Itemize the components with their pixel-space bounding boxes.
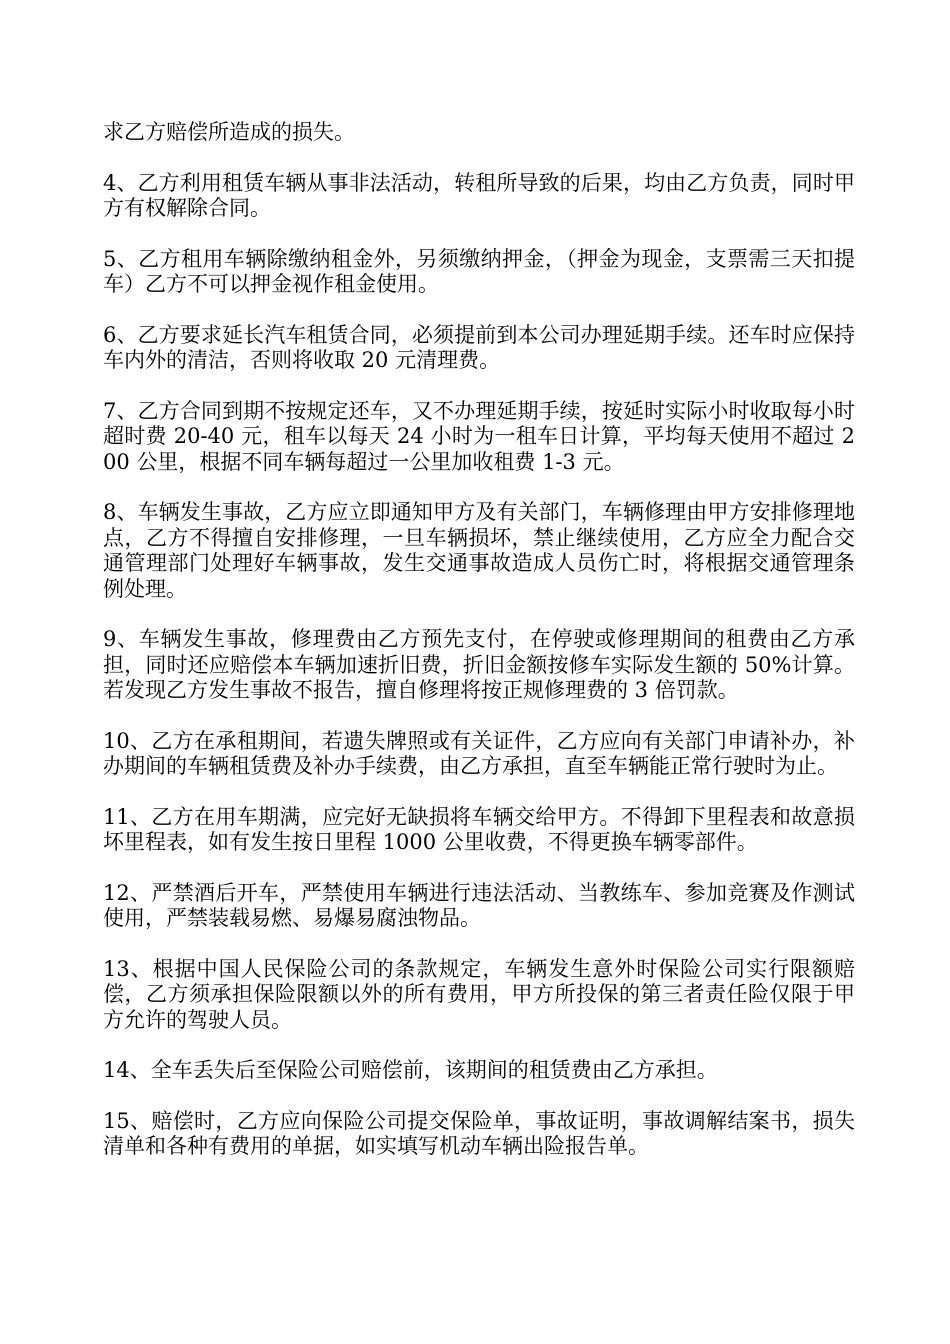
clause-4: 4、乙方利用租赁车辆从事非法活动，转租所导致的后果，均由乙方负责，同时甲方有权解除合同。 bbox=[103, 170, 855, 220]
clause-11: 11、乙方在用车期满，应完好无缺损将车辆交给甲方。不得卸下里程表和故意损坏里程表，如有发生按日里程 1000 公里收费，不得更换车辆零部件。 bbox=[103, 804, 855, 854]
clause-5: 5、乙方租用车辆除缴纳租金外，另须缴纳押金，（押金为现金，支票需三天扣提车）乙方不可以押金视作租金使用。 bbox=[103, 246, 855, 296]
paragraph-continuation: 求乙方赔偿所造成的损失。 bbox=[103, 120, 355, 144]
clause-12: 12、严禁酒后开车，严禁使用车辆进行违法活动、当教练车、参加竞赛及作测试使用，严禁装载易燃、易爆易腐浊物品。 bbox=[103, 880, 855, 930]
clause-6: 6、乙方要求延长汽车租赁合同，必须提前到本公司办理延期手续。还车时应保持车内外的清洁，否则将收取 20 元清理费。 bbox=[103, 322, 855, 372]
clause-9: 9、车辆发生事故，修理费由乙方预先支付，在停驶或修理期间的租费由乙方承担，同时还应赔偿本车辆加速折旧费，折旧金额按修车实际发生额的 50%计算。若发现乙方发生事故不报告，擅自修理将按正规修理费的 3 倍罚款。 bbox=[103, 627, 855, 702]
clause-10: 10、乙方在承租期间，若遗失牌照或有关证件，乙方应向有关部门申请补办，补办期间的车辆租赁费及补办手续费，由乙方承担，直至车辆能正常行驶时为止。 bbox=[103, 728, 855, 778]
clause-7: 7、乙方合同到期不按规定还车，又不办理延期手续，按延时实际小时收取每小时超时费 20-40 元，租车以每天 24 小时为一租车日计算，平均每天使用不超过 200 公里，根据不同车辆每超过一公里加收租费 1-3 元。 bbox=[103, 398, 855, 474]
clause-13: 13、根据中国人民保险公司的条款规定，车辆发生意外时保险公司实行限额赔偿，乙方须承担保险限额以外的所有费用，甲方所投保的第三者责任险仅限于甲方允许的驾驶人员。 bbox=[103, 956, 855, 1032]
clause-15: 15、赔偿时，乙方应向保险公司提交保险单，事故证明，事故调解结案书，损失清单和各种有费用的单据，如实填写机动车辆出险报告单。 bbox=[103, 1108, 855, 1158]
clause-14: 14、全车丢失后至保险公司赔偿前，该期间的租赁费由乙方承担。 bbox=[103, 1058, 718, 1082]
document-page bbox=[103, 120, 855, 1185]
clause-8: 8、车辆发生事故，乙方应立即通知甲方及有关部门，车辆修理由甲方安排修理地点，乙方不得擅自安排修理，一旦车辆损坏，禁止继续使用，乙方应全力配合交通管理部门处理好车辆事故，发生交通事故造成人员伤亡时，将根据交通管理条例处理。 bbox=[103, 500, 855, 601]
